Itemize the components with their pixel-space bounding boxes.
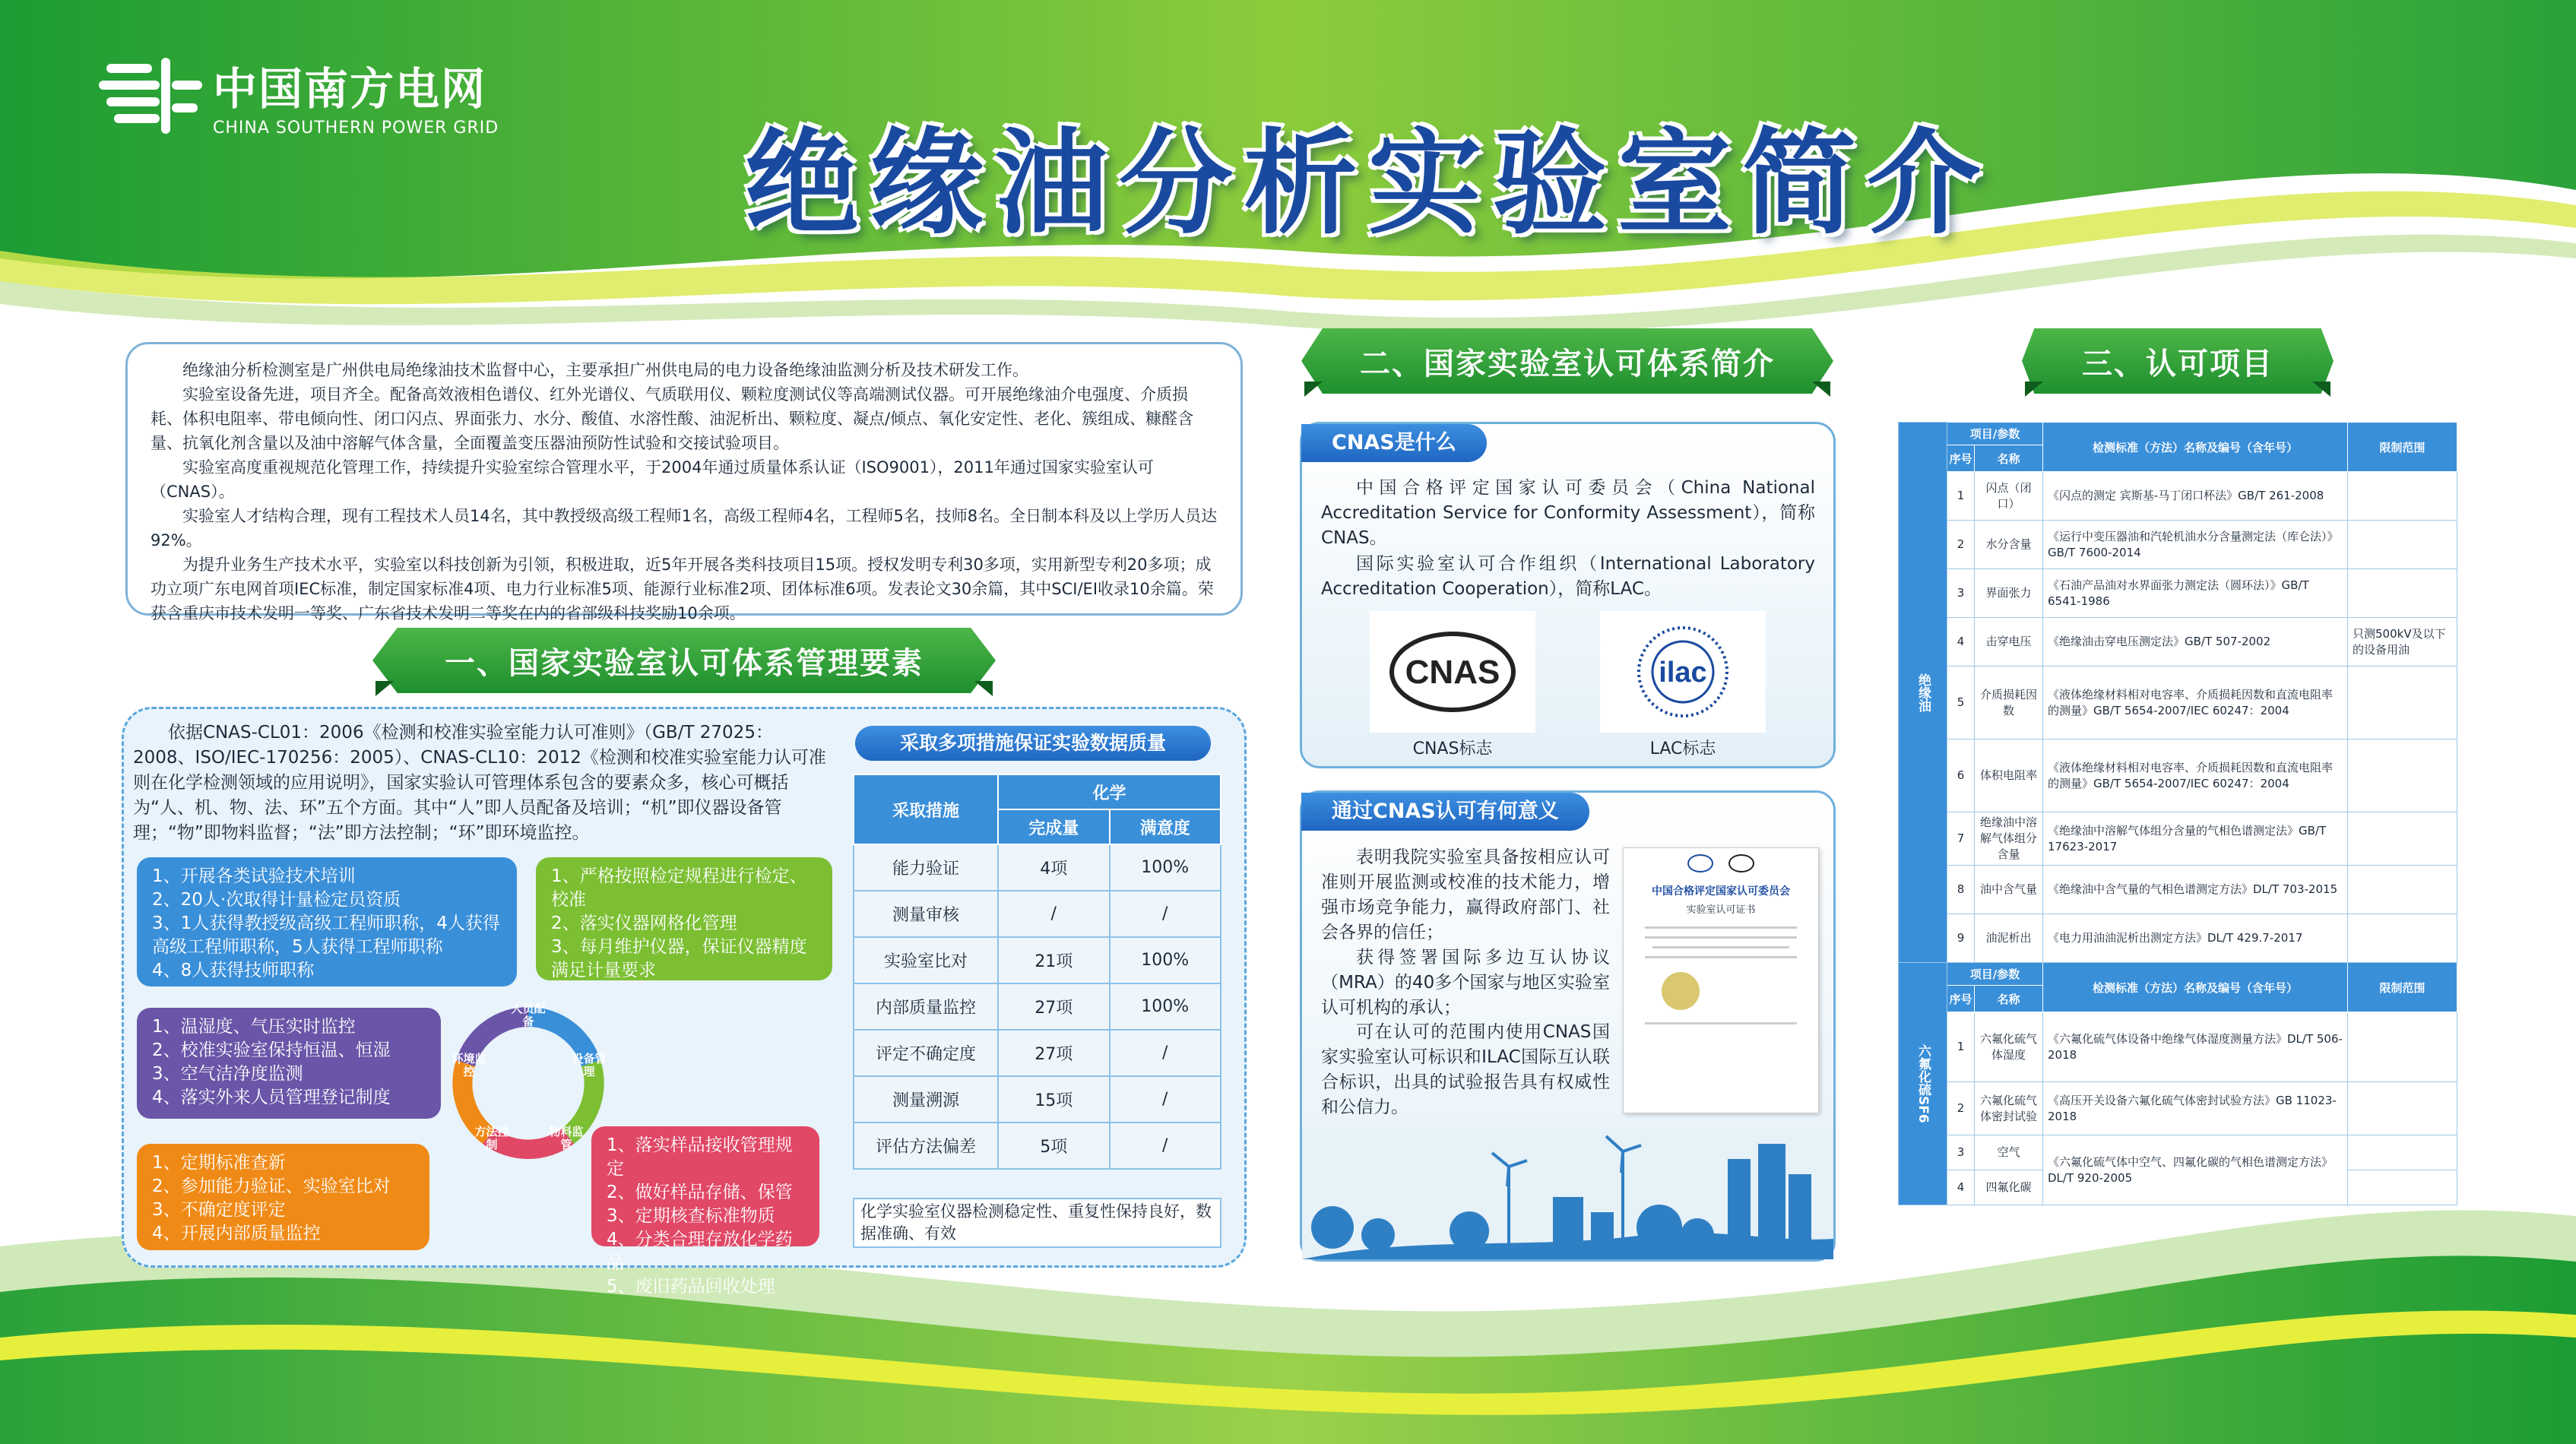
col-chem: 化学: [998, 774, 1221, 809]
table-row: [1899, 739, 2457, 812]
table-cell: 《绝缘油中溶解气体组分含量的气相色谱测定法》GB/T 17623-2017: [2043, 812, 2348, 866]
table-cell: 2: [1947, 521, 1975, 569]
table-row: [854, 983, 1221, 1030]
ilac-mark-icon: [1630, 622, 1736, 721]
table-cell: 4: [1947, 1170, 1975, 1205]
col-name: 名称: [1975, 986, 2043, 1012]
table-cell: 21项: [998, 937, 1110, 983]
table-cell: [2348, 739, 2457, 812]
table-cell: 水分含量: [1975, 521, 2043, 569]
ilac-logo-text: ilac: [1659, 657, 1707, 689]
table-row: [1899, 866, 2457, 914]
intro-paragraph: 实验室人才结构合理，现有工程技术人员14名，其中教授级高级工程师1名，高级工程师4名，工程师5名，技师8名。全日制本科及以上学历人员达92%。: [151, 507, 1218, 549]
cycle-label-environment: 环境监控: [452, 1052, 486, 1078]
table-cell: 油泥析出: [1975, 914, 2043, 963]
table-cell: [2348, 866, 2457, 914]
group-label: 绝缘油: [1899, 423, 1947, 963]
col-std: 检测标准（方法）名称及编号（含年号）: [2043, 423, 2348, 472]
cert-title: 中国合格评定国家认可委员会: [1652, 885, 1790, 898]
table-cell: 2: [1947, 1082, 1975, 1135]
table-cell: 评定不确定度: [854, 1030, 998, 1076]
table-cell: 8: [1947, 866, 1975, 914]
cert-subtitle: 实验室认可证书: [1686, 904, 1756, 916]
table-cell: 7: [1947, 812, 1975, 866]
table-cell: 体积电阻率: [1975, 739, 2043, 812]
equipment-box: [536, 857, 832, 980]
cycle-label-method: 方法控制: [474, 1125, 509, 1151]
table-cell: 《绝缘油击穿电压测定法》GB/T 507-2002: [2043, 618, 2348, 667]
table-cell: 测量审核: [854, 891, 998, 937]
table-cell: 实验室比对: [854, 937, 998, 983]
list-item: 1、严格按照检定规程进行检定、校准: [551, 866, 807, 910]
cnas-meaning-title: 通过CNAS认可有何意义: [1301, 793, 1589, 831]
list-item: 3、不确定度评定: [152, 1200, 286, 1220]
col-name: 名称: [1975, 445, 2043, 472]
table-cell: [2348, 1135, 2457, 1170]
table-row: [854, 937, 1221, 983]
logo-name-en: CHINA SOUTHERN POWER GRID: [213, 119, 499, 138]
table-cell: 1: [1947, 472, 1975, 521]
table-cell: 15项: [998, 1076, 1110, 1123]
measures-table: [853, 774, 1221, 1170]
grid-logo-icon: [99, 58, 205, 134]
list-item: 2、20人·次取得计量检定员资质: [152, 890, 401, 910]
list-item: 1、落实样品接收管理规定: [607, 1135, 793, 1179]
list-item: 4、8人获得技师职称: [152, 961, 315, 980]
cert-seal-icon: [1662, 972, 1700, 1010]
list-item: 1、定期标准查新: [152, 1153, 286, 1173]
col-limit: 限制范围: [2348, 423, 2457, 472]
table-cell: [2348, 1082, 2457, 1135]
table-row: [1899, 472, 2457, 521]
table-cell: 只测500kV及以下的设备用油: [2348, 618, 2457, 667]
table-row: [1899, 521, 2457, 569]
table-cell: 3: [1947, 569, 1975, 618]
table-row: [1899, 1012, 2457, 1082]
cnas-logo: [1370, 611, 1535, 733]
logo-name-cn: 中国南方电网: [213, 63, 487, 115]
cnas-caption: CNAS标志: [1412, 739, 1493, 758]
table-cell: 闪点（闭口）: [1975, 472, 2043, 521]
table-cell: [2348, 812, 2457, 866]
table-cell: 4: [1947, 618, 1975, 667]
list-item: 1、开展各类试验技术培训: [152, 866, 356, 886]
list-item: 3、空气洁净度监测: [152, 1064, 303, 1084]
method-box: [137, 1144, 429, 1250]
cycle-label-material: 物料监管: [549, 1125, 584, 1151]
lac-caption: LAC标志: [1649, 739, 1716, 758]
table-cell: 界面张力: [1975, 569, 2043, 618]
table-cell: [2348, 521, 2457, 569]
table-cell: 介质损耗因数: [1975, 667, 2043, 739]
section1-heading: 一、国家实验室认可体系管理要素: [445, 645, 924, 681]
section3-banner: [2022, 328, 2334, 394]
table-cell: 击穿电压: [1975, 618, 2043, 667]
table-cell: 27项: [998, 1030, 1110, 1076]
section1-basis-text: 依据CNAS-CL01：2006《检测和校准实验室能力认可准则》（GB/T 27025：2008、ISO/IEC-170256：2005）、CNAS-CL10：2012《检测和校准实验室能力认可准则在化学检测领域的应用说明》，国家实验认可管理体系包含的要素众多，核心可概括为“人、机、物、法、环”五个方面。其中“人”即人员配备及培训；“机”即仪器设备管理；“物”即物料监督；“法”即方法控制；“环”即环境监控。: [133, 723, 826, 843]
table-cell: [2348, 914, 2457, 963]
table-cell: 空气: [1975, 1135, 2043, 1170]
table-cell: /: [1110, 1030, 1221, 1076]
table-cell: 6: [1947, 739, 1975, 812]
table-cell: [2348, 1012, 2457, 1082]
table-cell: 《闪点的测定 宾斯基-马丁闭口杯法》GB/T 261-2008: [2043, 472, 2348, 521]
col-item: 项目/参数: [1947, 423, 2043, 445]
col-no: 序号: [1947, 986, 1975, 1012]
table-cell: [2348, 667, 2457, 739]
col-limit: 限制范围: [2348, 963, 2457, 1012]
table-cell: 5项: [998, 1123, 1110, 1169]
cnas-meaning-p3: 可在认可的范围内使用CNAS国家实验室认可标识和ILAC国际互认联合标识，出具的试验报告具有权威性和公信力。: [1321, 1022, 1610, 1117]
list-item: 5、废旧药品回收处理: [607, 1277, 775, 1297]
table-row: [1899, 914, 2457, 963]
list-item: 4、落实外来人员管理登记制度: [152, 1088, 391, 1107]
cnas-logo-text: CNAS: [1405, 654, 1500, 691]
table-cell: 评估方法偏差: [854, 1123, 998, 1169]
cnas-meaning-p2: 获得签署国际多边互认协议（MRA）的40多个国家与地区实验室认可机构的承认；: [1321, 948, 1610, 1018]
table-row: [1899, 618, 2457, 667]
table-cell: 《石油产品油对水界面张力测定法（圆环法）》GB/T 6541-1986: [2043, 569, 2348, 618]
material-box: [591, 1126, 819, 1297]
table-cell: 测量溯源: [854, 1076, 998, 1123]
table-row: [854, 1076, 1221, 1123]
cycle-label-equipment: 设备管理: [572, 1052, 607, 1078]
table-cell: 4项: [998, 844, 1110, 891]
section2-heading: 二、国家实验室认可体系简介: [1360, 346, 1775, 382]
col-measure: 采取措施: [854, 774, 998, 844]
section3-heading: 三、认可项目: [2082, 346, 2273, 382]
cycle-label-people: 人员配备: [511, 1002, 546, 1028]
list-item: 4、开展内部质量监控: [152, 1224, 321, 1243]
table-row: [854, 844, 1221, 891]
intro-box: [125, 342, 1243, 622]
list-item: 3、定期核查标准物质: [607, 1206, 775, 1226]
table-cell: 六氟化硫气体湿度: [1975, 1012, 2043, 1082]
list-item: 2、落实仪器网格化管理: [551, 914, 737, 933]
table-cell: /: [998, 891, 1110, 937]
intro-paragraph: 为提升业务生产技术水平，实验室以科技创新为引领，积极进取，近5年开展各类科技项目15项。授权发明专利30多项，实用新型专利20多项；成功立项广东电网首项IEC标准，制定国家标准4项、电力行业标准5项、能源行业标准2项、团体标准6项。发表论文30余篇，其中SCI/EI收录10余篇。荣获含重庆市技术发明一等奖、广东省技术发明二等奖在内的省部级科技奖励10余项。: [151, 556, 1214, 622]
cnas-what-p1: 中国合格评定国家认可委员会（China National Accreditation Service for Conformity Assessment），简称CNAS。: [1321, 478, 1815, 548]
table-cell: 《高压开关设备六氟化硫气体密封试验方法》GB 11023-2018: [2043, 1082, 2348, 1135]
group-label: 六氟化硫SF6: [1899, 963, 1947, 1205]
table-cell: 油中含气量: [1975, 866, 2043, 914]
list-item: 4、分类合理存放化学药品: [607, 1230, 793, 1273]
table-cell: 3: [1947, 1135, 1975, 1170]
table-cell: 《绝缘油中含气量的气相色谱测定方法》DL/T 703-2015: [2043, 866, 2348, 914]
table-cell: 《六氟化硫气体设备中绝缘气体湿度测量方法》DL/T 506-2018: [2043, 1012, 2348, 1082]
list-item: 2、参加能力验证、实验室比对: [152, 1176, 391, 1196]
management-cycle-diagram: [437, 992, 619, 1174]
table-cell: 六氟化硫气体密封试验: [1975, 1082, 2043, 1135]
intro-paragraph: 实验室设备先进，项目齐全。配备高效液相色谱仪、红外光谱仪、气质联用仪、颗粒度测试仪等高端测试仪器。可开展绝缘油介电强度、介质损耗、体积电阻率、带电倾向性、闭口闪点、界面张力、水分、酸值、水溶性酸、油泥析出、颗粒度、凝点/倾点、氧化安定性、老化、簇组成、糠醛含量、抗氧化剂含量以及油中溶解气体含量，全面覆盖变压器油预防性试验和交接试验项目。: [151, 385, 1194, 452]
table-cell: 《电力用油油泥析出测定方法》DL/T 429.7-2017: [2043, 914, 2348, 963]
table-cell: 四氟化碳: [1975, 1170, 2043, 1205]
cert-logos-icon: [1624, 854, 1818, 872]
list-item: 1、温湿度、气压实时监控: [152, 1017, 356, 1037]
table-row: [1899, 569, 2457, 618]
cnas-meaning-p1: 表明我院实验室具备按相应认可准则开展监测或校准的技术能力，增强市场竞争能力，赢得政府部门、社会各界的信任；: [1321, 847, 1610, 942]
list-item: 2、做好样品存储、保管: [607, 1183, 793, 1202]
accreditation-certificate-image: [1623, 847, 1819, 1113]
city-skyline-illustration: [1302, 1129, 1833, 1259]
table-row: [1899, 1082, 2457, 1135]
cnas-what-p2: 国际实验室认可合作组织（International Laboratory Accreditation Cooperation），简称LAC。: [1321, 554, 1815, 599]
table-cell: /: [1110, 891, 1221, 937]
measures-footer: 化学实验室仪器检测稳定性、重复性保持良好，数据准确、有效: [853, 1198, 1221, 1248]
table-row: [1899, 812, 2457, 866]
table-row: [854, 1123, 1221, 1169]
table-cell: 《液体绝缘材料相对电容率、介质损耗因数和直流电阻率的测量》GB/T 5654-2007/IEC 60247：2004: [2043, 667, 2348, 739]
col-std: 检测标准（方法）名称及编号（含年号）: [2043, 963, 2348, 1012]
cnas-what-title: CNAS是什么: [1301, 424, 1487, 462]
col-sat: 满意度: [1110, 809, 1221, 844]
table-cell: 5: [1947, 667, 1975, 739]
company-logo: [99, 53, 499, 138]
table-cell: 绝缘油中溶解气体组分含量: [1975, 812, 2043, 866]
section1-banner: [372, 628, 996, 693]
table-cell: [2348, 1170, 2457, 1205]
col-no: 序号: [1947, 445, 1975, 472]
cnas-mark-icon: [1388, 630, 1517, 714]
table-cell: 《六氟化硫气体中空气、四氟化碳的气相色谱测定方法》DL/T 920-2005: [2043, 1135, 2348, 1205]
intro-paragraph: 绝缘油分析检测室是广州供电局绝缘油技术监督中心，主要承担广州供电局的电力设备绝缘油监测分析及技术研发工作。: [182, 361, 1028, 379]
measures-heading: 采取多项措施保证实验数据质量: [855, 726, 1211, 761]
table-cell: 100%: [1110, 844, 1221, 891]
ilac-logo: [1600, 611, 1766, 733]
section2-banner: [1301, 328, 1833, 394]
table-cell: /: [1110, 1076, 1221, 1123]
accreditation-items-table: [1898, 422, 2457, 1205]
table-cell: 1: [1947, 1012, 1975, 1082]
table-cell: 《运行中变压器油和汽轮机油水分含量测定法（库仑法）》GB/T 7600-2014: [2043, 521, 2348, 569]
list-item: 2、校准实验室保持恒温、恒湿: [152, 1040, 391, 1060]
table-cell: 100%: [1110, 937, 1221, 983]
table-cell: 27项: [998, 983, 1110, 1030]
col-done: 完成量: [998, 809, 1110, 844]
table-row: [1899, 667, 2457, 739]
table-row: [1899, 1135, 2457, 1170]
table-cell: 能力验证: [854, 844, 998, 891]
table-row: [854, 1030, 1221, 1076]
list-item: 3、每月维护仪器，保证仪器精度满足计量要求: [551, 937, 807, 980]
table-cell: 《液体绝缘材料相对电容率、介质损耗因数和直流电阻率的测量》GB/T 5654-2007/IEC 60247：2004: [2043, 739, 2348, 812]
intro-paragraph: 实验室高度重视规范化管理工作，持续提升实验室综合管理水平，于2004年通过质量体系认证（ISO9001），2011年通过国家实验室认可（CNAS）。: [151, 458, 1154, 501]
table-cell: 9: [1947, 914, 1975, 963]
col-item: 项目/参数: [1947, 963, 2043, 986]
table-row: [854, 891, 1221, 937]
table-cell: /: [1110, 1123, 1221, 1169]
table-cell: [2348, 472, 2457, 521]
table-cell: [2348, 569, 2457, 618]
people-box: [137, 857, 517, 986]
environment-box: [137, 1008, 441, 1119]
table-cell: 内部质量监控: [854, 983, 998, 1030]
table-cell: 100%: [1110, 983, 1221, 1030]
list-item: 3、1人获得教授级高级工程师职称，4人获得高级工程师职称，5人获得工程师职称: [152, 914, 500, 957]
page-title: 绝缘油分析实验室简介: [744, 118, 1991, 250]
